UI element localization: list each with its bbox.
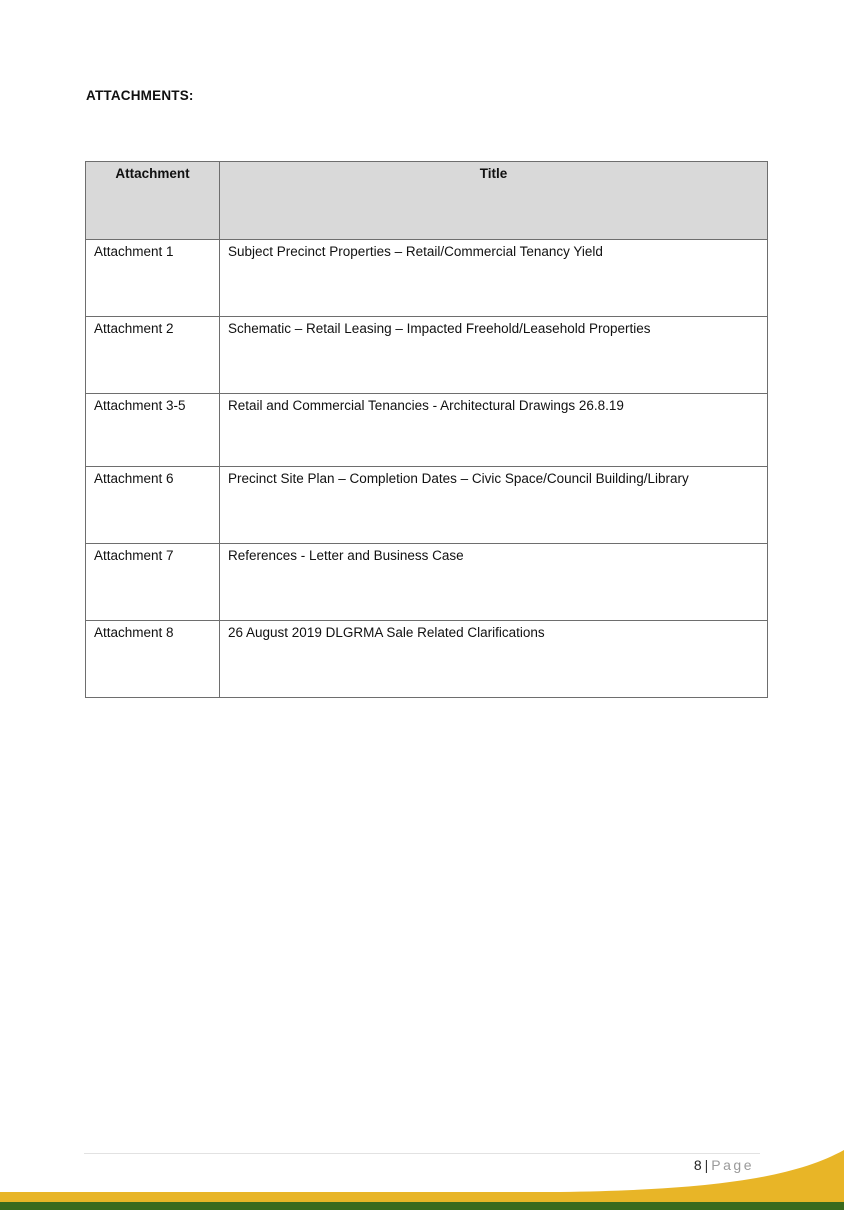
column-header-title: Title: [220, 162, 768, 240]
table-header-row: [86, 162, 768, 240]
table-row: [86, 621, 768, 698]
title-cell: 26 August 2019 DLGRMA Sale Related Clarifications: [220, 621, 768, 698]
footer-decoration: [0, 1140, 844, 1210]
table-row: [86, 317, 768, 394]
table-row: [86, 544, 768, 621]
attachment-cell: Attachment 7: [86, 544, 220, 621]
title-cell: References - Letter and Business Case: [220, 544, 768, 621]
footer-green-band: [0, 1202, 844, 1210]
attachment-cell: Attachment 1: [86, 240, 220, 317]
page-heading: ATTACHMENTS:: [86, 88, 194, 103]
table-row: [86, 240, 768, 317]
footer-gold-swoosh: [0, 1150, 844, 1210]
table-row: [86, 467, 768, 544]
title-cell: Retail and Commercial Tenancies - Architectural Drawings 26.8.19: [220, 394, 768, 467]
column-header-attachment: Attachment: [86, 162, 220, 240]
attachment-cell: Attachment 8: [86, 621, 220, 698]
page-number-value: 8: [693, 1157, 702, 1173]
title-cell: Schematic – Retail Leasing – Impacted Freehold/Leasehold Properties: [220, 317, 768, 394]
page-number-separator: |: [704, 1157, 709, 1173]
attachments-table: [85, 161, 768, 698]
attachment-cell: Attachment 2: [86, 317, 220, 394]
title-cell: Precinct Site Plan – Completion Dates – Civic Space/Council Building/Library: [220, 467, 768, 544]
title-cell: Subject Precinct Properties – Retail/Commercial Tenancy Yield: [220, 240, 768, 317]
attachment-cell: Attachment 3-5: [86, 394, 220, 467]
table-row: [86, 394, 768, 467]
attachment-cell: Attachment 6: [86, 467, 220, 544]
page-label: Page: [711, 1157, 754, 1173]
